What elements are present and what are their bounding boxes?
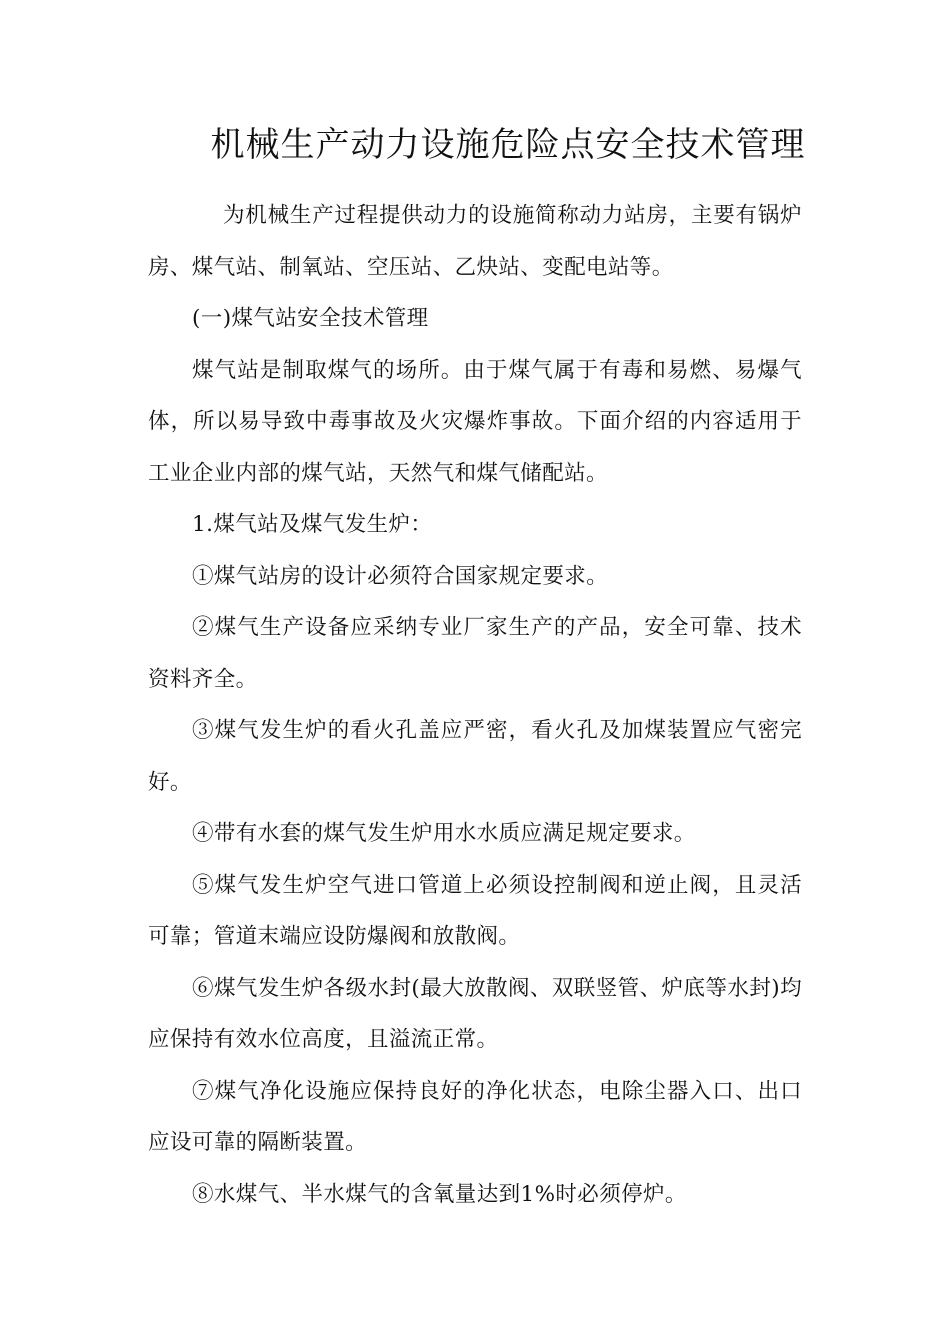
- list-item-4: ④带有水套的煤气发生炉用水水质应满足规定要求。: [192, 821, 696, 846]
- list-item-7: ⑦煤气净化设施应保持良好的净化状态，电除尘器入口、出口应设可靠的隔断装置。: [148, 1078, 802, 1155]
- paragraph-gas-station-overview: 煤气站是制取煤气的场所。由于煤气属于有毒和易燃、易爆气体，所以易导致中毒事故及火灾爆炸事故。下面介绍的内容适用于工业企业内部的煤气站，天然气和煤气储配站。: [148, 357, 802, 486]
- paragraph-intro: 为机械生产过程提供动力的设施简称动力站房，主要有锅炉房、煤气站、制氧站、空压站、乙炔站、变配电站等。: [148, 203, 802, 280]
- list-item-2: ②煤气生产设备应采纳专业厂家生产的产品，安全可靠、技术资料齐全。: [148, 615, 802, 692]
- document-body: [148, 190, 802, 1220]
- subsection-heading-gas-generator: 1.煤气站及煤气发生炉：: [192, 512, 433, 537]
- list-item-3: ③煤气发生炉的看火孔盖应严密，看火孔及加煤装置应气密完好。: [148, 718, 802, 795]
- list-item-5: ⑤煤气发生炉空气进口管道上必须设控制阀和逆止阀，且灵活可靠；管道末端应设防爆阀和放散阀。: [148, 872, 802, 949]
- section-heading-gas-station: (一)煤气站安全技术管理: [192, 306, 429, 331]
- list-item-1: ①煤气站房的设计必须符合国家规定要求。: [192, 563, 609, 589]
- list-item-6: ⑥煤气发生炉各级水封(最大放散阀、双联竖管、炉底等水封)均应保持有效水位高度，且溢流正常。: [148, 975, 802, 1052]
- document-title: 机械生产动力设施危险点安全技术管理: [210, 125, 806, 165]
- list-item-8: ⑧水煤气、半水煤气的含氧量达到1%时必须停炉。: [192, 1181, 687, 1207]
